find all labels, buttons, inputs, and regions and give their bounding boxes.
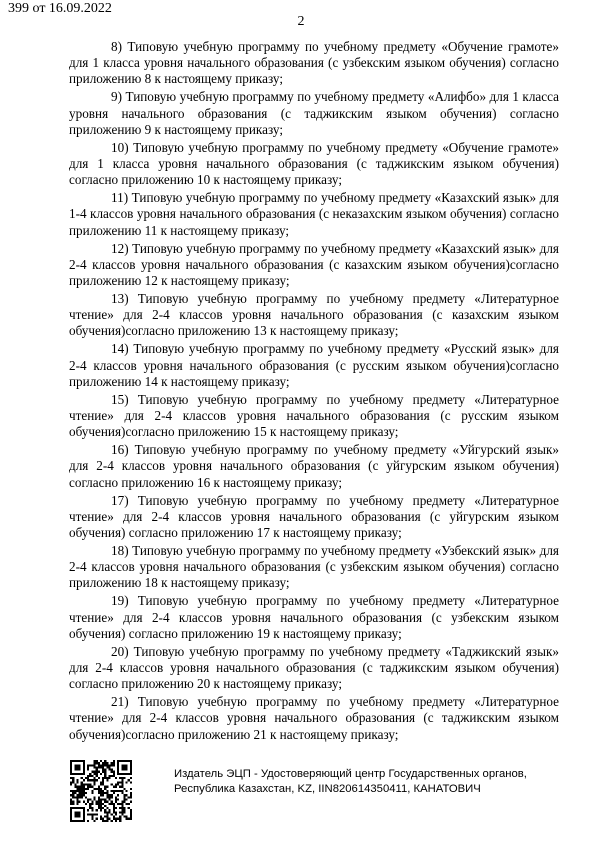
list-item: 14) Типовую учебную программу по учебному предмету «Русский язык» для 2-4 классов уровня начального образования (с русским языком обучения)согласно приложению 14 к настоящему приказу; [69, 341, 559, 389]
document-reference: 399 от 16.09.2022 [8, 1, 112, 16]
list-item: 17) Типовую учебную программу по учебному предмету «Литературное чтение» для 2-4 классов уровня начального образования (с уйгурским языком обучения) согласно приложению 17 к настоящему приказу; [69, 492, 559, 541]
list-item: 12) Типовую учебную программу по учебному предмету «Казахский язык» для 2-4 классов уровня начального образования (с казахским языком обучения)согласно приложению 12 к настоящему приказу; [69, 240, 559, 289]
list-item: 10) Типовую учебную программу по учебному предмету «Обучение грамоте» для 1 класса уровня начального образования (с таджикским языком обучения) согласно приложению 10 к настоящему приказу; [69, 139, 559, 188]
qr-code-icon [70, 760, 132, 822]
publisher-line-1: Издатель ЭЦП - Удостоверяющий центр Государственных органов, [174, 768, 527, 780]
list-item: 16) Типовую учебную программу по учебному предмету «Уйгурский язык» для 2-4 классов уровня начального образования (с уйгурским языком обучения) согласно приложению 16 к настоящему приказу; [69, 442, 559, 490]
document-body [69, 39, 559, 745]
list-item: 21) Типовую учебную программу по учебному предмету «Литературное чтение» для 2-4 классов уровня начального образования (с таджикским языком обучения)согласно приложению 21 к настоящему приказу; [69, 694, 559, 742]
publisher-line-2: Республика Казахстан, KZ, IIN820614350411, КАНАТОВИЧ [174, 783, 481, 795]
publisher-info [174, 767, 527, 797]
page-number: 2 [297, 14, 305, 29]
list-item: 9) Типовую учебную программу по учебному предмету «Алифбо» для 1 класса уровня начального образования (с таджикским языком обучения) согласно приложению 9 к настоящему приказу; [69, 89, 559, 137]
list-item: 18) Типовую учебную программу по учебному предмету «Узбекский язык» для 2-4 классов уровня начального образования (с узбекским языком обучения) согласно приложению 18 к настоящему приказу; [69, 543, 559, 591]
list-item: 13) Типовую учебную программу по учебному предмету «Литературное чтение» для 2-4 классов уровня начального образования (с казахским языком обучения)согласно приложению 13 к настоящему приказу; [69, 291, 559, 339]
signature-footer [70, 760, 540, 820]
list-item: 11) Типовую учебную программу по учебному предмету «Казахский язык» для 1-4 классов уровня начального образования (с неказахским языком обучения) согласно приложению 11 к настоящему приказу; [69, 190, 559, 238]
list-item: 15) Типовую учебную программу по учебному предмету «Литературное чтение» для 2-4 классов уровня начального образования (с русским языком обучения)согласно приложению 15 к настоящему приказу; [69, 391, 559, 440]
list-item: 19) Типовую учебную программу по учебному предмету «Литературное чтение» для 2-4 классов уровня начального образования (с узбекским языком обучения) согласно приложению 19 к настоящему приказу; [69, 593, 559, 641]
list-item: 8) Типовую учебную программу по учебному предмету «Обучение грамоте» для 1 класса уровня начального образования (с узбекским языком обучения) согласно приложению 8 к настоящему приказу; [69, 39, 559, 87]
list-item: 20) Типовую учебную программу по учебному предмету «Таджикский язык» для 2-4 классов уровня начального образования (с таджикским языком обучения) согласно приложению 20 к настоящему приказу; [69, 643, 559, 692]
